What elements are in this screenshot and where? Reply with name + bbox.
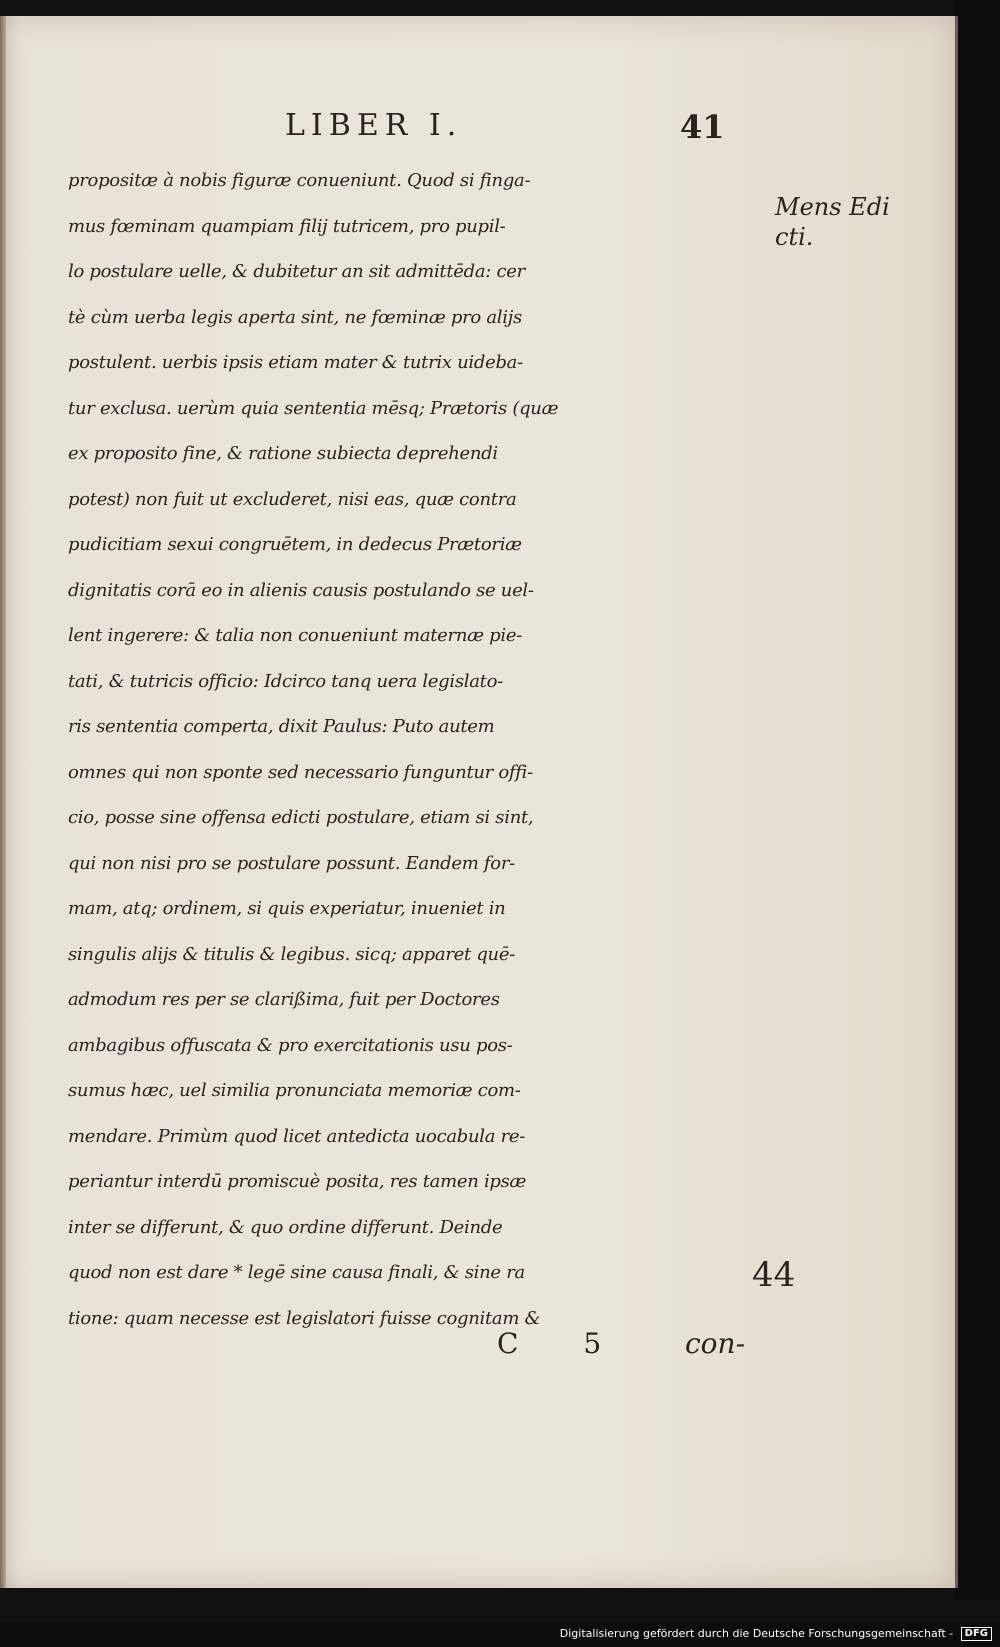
- text-line: omnes qui non sponte sed necessario funguntur offi-: [68, 761, 533, 783]
- text-line: qui non nisi pro se postulare possunt. Eandem for-: [68, 852, 515, 874]
- text-line: pudicitiam sexui congruētem, in dedecus Prætoriæ: [68, 534, 522, 555]
- text-line: ex proposito fine, & ratione subiecta deprehendi: [68, 443, 498, 464]
- body-text: [68, 158, 768, 1341]
- text-line: mus fœminam quampiam filij tutricem, pro pupil-: [68, 215, 506, 237]
- text-line: inter se differunt, & quo ordine differunt. Deinde: [68, 1216, 503, 1238]
- dfg-credit: [560, 1627, 992, 1641]
- text-line: cio, posse sine offensa edicti postulare, etiam si sint,: [68, 807, 534, 828]
- text-line: ambagibus offuscata & pro exercitationis usu pos-: [68, 1034, 513, 1056]
- text-line: tati, & tutricis officio: Idcirco tanq uera legislato-: [68, 670, 503, 692]
- text-line: ris sententia comperta, dixit Paulus: Puto autem: [68, 716, 495, 737]
- marginal-note-line: Mens Edi: [775, 193, 890, 221]
- text-line: singulis alijs & titulis & legibus. sicq; apparet quē-: [68, 943, 515, 965]
- text-line: sumus hæc, uel similia pronunciata memoriæ com-: [68, 1080, 521, 1101]
- text-line: mendare. Primùm quod licet antedicta uocabula re-: [68, 1125, 526, 1147]
- dfg-logo: DFG: [961, 1627, 992, 1641]
- text-line: potest) non fuit ut excluderet, nisi eas, quæ contra: [68, 488, 517, 510]
- text-line: propositæ à nobis figuræ conueniunt. Quod si finga-: [68, 170, 531, 191]
- text-line: postulent. uerbis ipsis etiam mater & tutrix uideba-: [68, 352, 523, 373]
- running-header: [285, 108, 725, 146]
- marginal-note-line: cti.: [775, 223, 814, 251]
- text-line: lo postulare uelle, & dubitetur an sit admittēda: cer: [68, 261, 525, 282]
- text-line: mam, atq; ordinem, si quis experiatur, inueniet in: [68, 898, 506, 919]
- margin-number: 44: [752, 1255, 796, 1295]
- text-line: quod non est dare * legē sine causa finali, & sine ra: [68, 1262, 525, 1283]
- catchword: con-: [685, 1327, 746, 1360]
- text-line: dignitatis corā eo in alienis causis postulando se uel-: [68, 579, 534, 601]
- marginal-note: [775, 192, 890, 252]
- text-line: lent ingerere: & talia non conueniunt maternæ pie-: [68, 625, 522, 646]
- text-line: admodum res per se clarißima, fuit per Doctores: [68, 989, 500, 1010]
- signature-mark: C 5: [497, 1327, 630, 1360]
- scan-edge-shadow: [955, 0, 1000, 1600]
- text-line: periantur interdū promiscuè posita, res tamen ipsæ: [68, 1171, 527, 1192]
- page-footer: [0, 1327, 955, 1367]
- running-title: LIBER I.: [285, 108, 463, 143]
- credit-text: Digitalisierung gefördert durch die Deutsche Forschungsgemeinschaft -: [559, 1627, 954, 1640]
- page-number: 41: [680, 108, 725, 146]
- text-line: tè cùm uerba legis aperta sint, ne fœminæ pro alijs: [68, 306, 522, 328]
- text-line: tione: quam necesse est legislatori fuisse cognitam &: [68, 1307, 541, 1329]
- text-line: tur exclusa. uerùm quia sententia mēsq; Prætoris (quæ: [68, 397, 559, 419]
